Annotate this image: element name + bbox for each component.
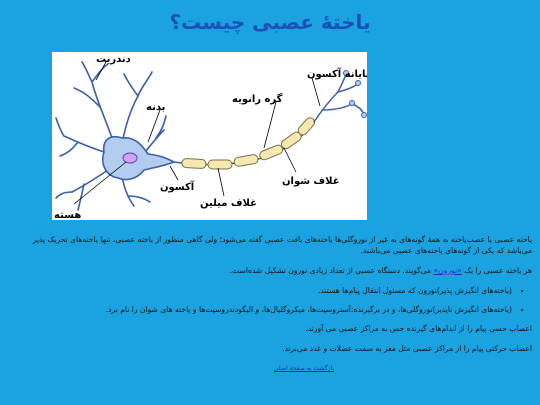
list-item: • (یاخته‌های انگیزش ناپذیر)نوروگلی‌ها، و در برگیرنده:آستروسیت‌ها، میکروگلیال‌ها، و الیگودندروسیت‌ها و یاخته های شوان را نام برد. bbox=[8, 304, 512, 315]
label-myelin: غلاف میلین bbox=[200, 198, 257, 209]
neuron-diagram bbox=[52, 52, 367, 220]
label-cell-body: بدنه bbox=[146, 102, 166, 113]
neuron-link[interactable]: «نورون» bbox=[433, 266, 462, 275]
neuron-paragraph bbox=[8, 265, 532, 276]
cell-types-list bbox=[8, 285, 532, 315]
label-axon: آکسون bbox=[160, 182, 195, 193]
neuron-paragraph-end: می‌گویند. دستگاه عصبی از تعداد زیادی نورون تشکیل شده‌است. bbox=[229, 266, 432, 275]
label-dendrite: دندریت bbox=[96, 54, 131, 65]
cell-body bbox=[103, 137, 174, 180]
label-schwann: غلاف شوان bbox=[282, 176, 340, 187]
neuron-paragraph-start: هر یاخته عصبی را یک bbox=[464, 266, 532, 275]
sensory-paragraph: اعصاب حسی پیام را از اندام‌های گیرنده حس به مراکز عصبی می آورند. bbox=[305, 324, 532, 333]
myelin-sheaths bbox=[182, 116, 317, 169]
motor-paragraph: اعصاب حرکتی پیام را از مراکز عصبی مثل مغز به سمت عضلات و غدد می‌برند. bbox=[282, 344, 532, 353]
label-ranvier: گره رانویه bbox=[232, 94, 283, 105]
article-body bbox=[8, 234, 532, 374]
label-axon-terminal: پایانه آکسون bbox=[307, 69, 367, 80]
intro-paragraph: یاخته عصبی یا عصب‌یاخته به همهٔ گونه‌های به غیر از نوروگلی‌ها یاخته‌های بافت عصبی گفته می‌شود؛ ولی گاهی منظور از یاخته عصبی، تنها یاخته‌های تحریک پذیر می‌باشد که یکی از گونه‌های یاخته‌های عصبی می‌باشند. bbox=[32, 235, 532, 255]
nucleus bbox=[123, 153, 137, 163]
dendrites bbox=[56, 62, 166, 210]
page-title: یاختهٔ عصبی چیست؟ bbox=[169, 10, 371, 34]
back-to-home-link[interactable]: بازگشت به صفحهٔ اصلی bbox=[273, 365, 334, 372]
label-nucleus: هسته bbox=[54, 210, 82, 220]
neuron-illustration bbox=[52, 52, 367, 220]
list-item: • (یاخته‌های انگیزش پذیر)نورون که مسئول انتقال پیام‌ها هستند. bbox=[8, 285, 512, 296]
